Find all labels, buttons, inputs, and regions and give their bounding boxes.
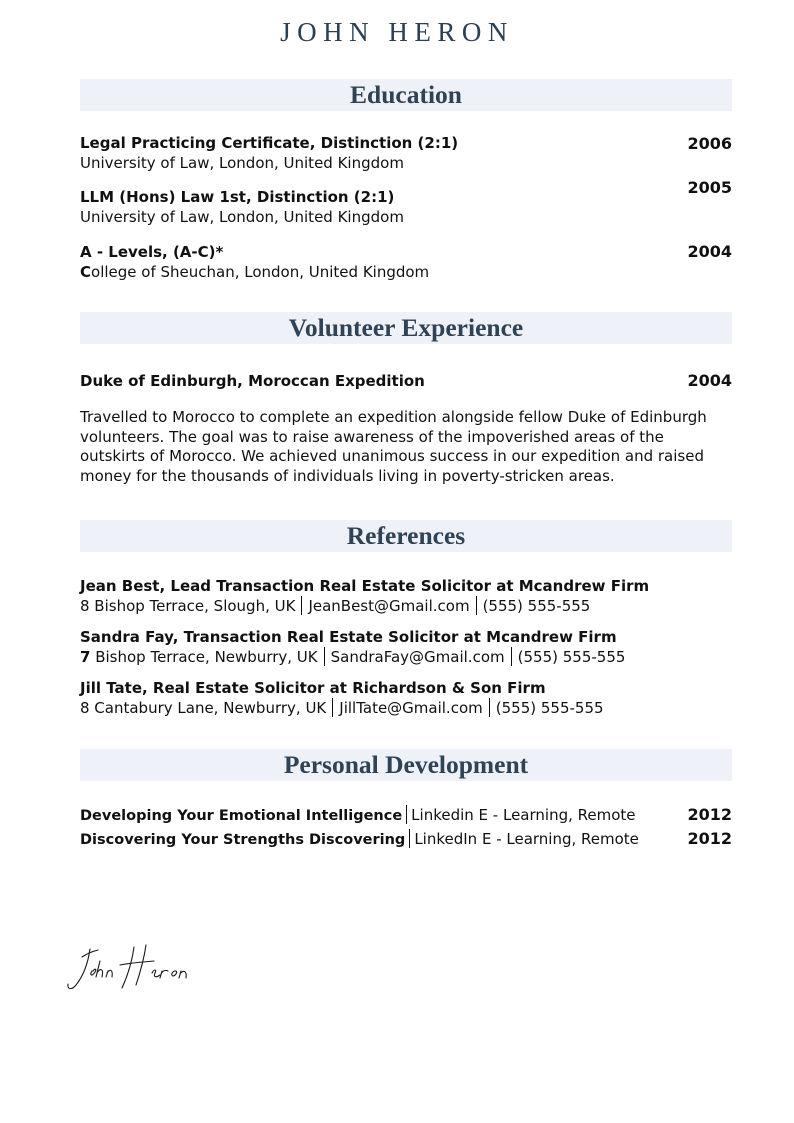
reference-address: 8 Bishop Terrace, Slough, UK [80,597,296,615]
reference-address: 8 Cantabury Lane, Newburry, UK [80,699,327,717]
education-year: 2006 [687,134,732,153]
volunteer-heading: Volunteer Experience [80,312,732,344]
reference-email[interactable]: SandraFay@Gmail.com [330,648,505,666]
separator [409,829,410,848]
separator [301,596,302,615]
course-title: Discovering Your Strengths Discovering [80,832,406,848]
development-item [80,805,636,826]
candidate-name: JOHN HERON [280,17,514,47]
development-heading: Personal Development [80,749,732,781]
reference-name: Jill Tate, Real Estate Solicitor at Richardson & Son Firm [80,679,546,697]
school-rest: ollege of Sheuchan, London, United Kingdom [91,263,430,281]
reference-contact [80,596,649,616]
separator [476,596,477,615]
reference-item [80,678,604,718]
reference-name: Sandra Fay, Transaction Real Estate Solicitor at Mcandrew Firm [80,628,617,646]
reference-phone: (555) 555-555 [495,699,604,717]
course-provider: LinkedIn E - Learning, Remote [414,830,639,848]
reference-address: Bishop Terrace, Newburry, UK [90,648,318,666]
volunteer-year: 2004 [687,371,732,390]
separator [406,805,407,824]
reference-contact [80,698,604,718]
reference-phone: (555) 555-555 [517,648,626,666]
reference-address-number: 7 [80,648,91,666]
reference-name: Jean Best, Lead Transaction Real Estate Solicitor at Mcandrew Firm [80,577,650,595]
volunteer-description: Travelled to Morocco to complete an expedition alongside fellow Duke of Edinburgh volunteers. The goal was to raise awareness of the impoverished areas of the outskirts of Morocco. We achieved unanimous success in our expedition and raised money for the thousands of individuals living in poverty-stricken areas. [80,408,707,485]
reference-contact [80,647,625,667]
separator [511,647,512,666]
reference-email[interactable]: JeanBest@Gmail.com [308,597,470,615]
education-heading: Education [80,79,732,111]
references-heading: References [80,520,732,552]
degree-title: Legal Practicing Certificate, Distinction (2:1) [80,134,459,152]
volunteer-role-block [80,371,425,391]
course-provider: Linkedin E - Learning, Remote [411,806,636,824]
separator [332,698,333,717]
reference-item [80,576,649,616]
school-name [80,262,429,282]
signature [62,935,202,995]
volunteer-role: Duke of Edinburgh, Moroccan Expedition [80,372,425,390]
degree-title: LLM (Hons) Law 1st, Distinction (2:1) [80,188,395,206]
separator [324,647,325,666]
school-name: University of Law, London, United Kingdom [80,154,404,172]
reference-phone: (555) 555-555 [482,597,591,615]
school-name: University of Law, London, United Kingdom [80,208,404,226]
education-item [80,242,429,282]
education-item [80,133,458,173]
school-initial: C [80,263,92,281]
course-title: Developing Your Emotional Intelligence [80,808,403,824]
degree-title: A - Levels, (A-C)* [80,243,224,261]
education-year: 2005 [687,178,732,197]
education-year: 2004 [687,242,732,261]
reference-item [80,627,625,667]
separator [489,698,490,717]
development-year: 2012 [687,805,732,824]
education-item [80,187,404,227]
reference-email[interactable]: JillTate@Gmail.com [339,699,483,717]
development-item [80,829,639,850]
development-year: 2012 [687,829,732,848]
